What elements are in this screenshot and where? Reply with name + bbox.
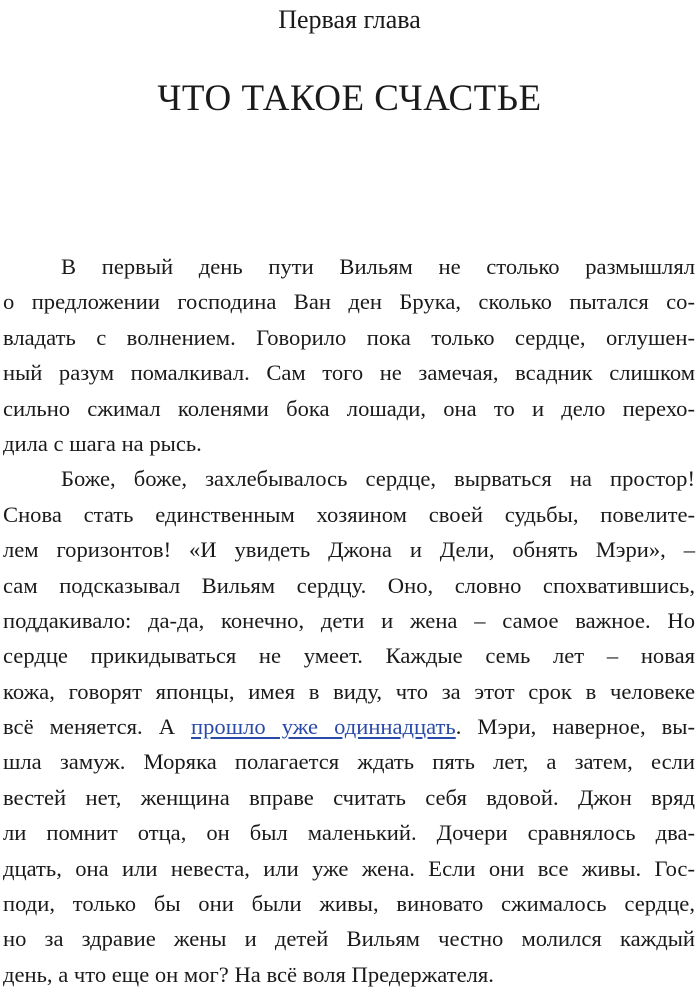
chapter-title: ЧТО ТАКОЕ СЧАСТЬЕ — [157, 78, 542, 119]
text-line: кожа, говорят японцы, имея в виду, что за этот срок в человеке — [3, 678, 695, 704]
text-line: сердце прикидываться не умеет. Каждые семь лет – новая — [3, 643, 695, 669]
text-line: дцать, она или невеста, или уже жена. Если они все живы. Гос- — [3, 855, 695, 881]
text-segment: всё меняется. А — [3, 714, 192, 740]
text-line: день, а что еще он мог? На всё воля Предержателя. — [3, 961, 494, 987]
text-line: сам подсказывал Вильям сердцу. Оно, словно спохватившись, — [3, 572, 695, 598]
text-line: ли помнит отца, он был маленький. Дочери сравнялось два- — [3, 820, 695, 846]
text-line: В первый день пути Вильям не столько размышлял — [61, 254, 695, 279]
body-text — [3, 249, 695, 992]
chapter-label: Первая глава — [278, 5, 421, 34]
text-segment: . Мэри, наверное, вы- — [455, 714, 695, 740]
text-line: сильно сжимал коленями бока лошади, она то и дело перехо- — [3, 395, 695, 421]
text-line: о предложении господина Ван ден Брука, сколько пытался со- — [3, 289, 695, 315]
text-line: Снова стать единственным хозяином своей судьбы, повелите- — [3, 501, 695, 527]
text-line: владать с волнением. Говорило пока только сердце, оглушен- — [3, 324, 695, 350]
text-line: ный разум помалкивал. Сам того не замечая, всадник слишком — [3, 360, 695, 386]
text-line: поди, только бы они были живы, виновато сжималось сердце, — [3, 891, 695, 917]
text-line: шла замуж. Моряка полагается ждать пять лет, а затем, если — [3, 749, 695, 775]
text-line-with-link — [3, 709, 695, 744]
text-line: поддакивало: да-да, конечно, дети и жена – самое важное. Но — [3, 607, 695, 633]
text-line: Боже, боже, захлебывалось сердце, вырваться на простор! — [61, 466, 695, 492]
text-line: лем горизонтов! «И увидеть Джона и Дели, обнять Мэри», – — [3, 537, 695, 563]
text-line: дила с шага на рысь. — [3, 430, 202, 456]
text-line: но за здравие жены и детей Вильям честно молился каждый — [3, 926, 695, 952]
inline-link[interactable]: прошло уже одиннадцать — [191, 714, 456, 740]
text-line: вестей нет, женщина вправе считать себя вдовой. Джон вряд — [3, 784, 695, 810]
